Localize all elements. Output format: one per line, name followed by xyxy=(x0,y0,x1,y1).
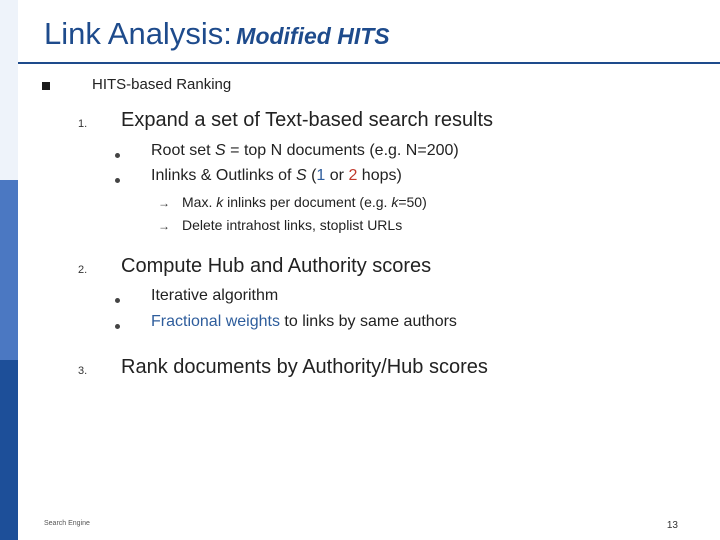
arrow-icon: → xyxy=(158,196,170,210)
item-number: 2. xyxy=(78,264,88,276)
item-number: 1. xyxy=(78,118,88,130)
square-bullet-icon xyxy=(42,82,50,90)
title-underline xyxy=(18,62,720,64)
text-segment: Max. xyxy=(182,194,217,210)
text-segment: to links by same authors xyxy=(279,313,457,330)
item-number: 3. xyxy=(78,365,88,377)
text-segment: Root set xyxy=(151,142,216,159)
sub-bullet-iterative: Iterative algorithm xyxy=(151,287,279,304)
title-italic: Modified HITS xyxy=(236,23,390,49)
footer-label: Search Engine xyxy=(44,520,90,527)
page-number: 13 xyxy=(666,520,678,531)
round-bullet-icon xyxy=(115,324,120,329)
text-segment: k xyxy=(391,194,399,210)
round-bullet-icon xyxy=(115,178,120,183)
text-segment: =50) xyxy=(398,194,427,210)
title-main: Link Analysis: xyxy=(44,16,232,51)
sub-bullet-root-set xyxy=(151,142,459,160)
arrow-icon: → xyxy=(158,219,170,233)
round-bullet-icon xyxy=(115,153,120,158)
text-segment: hops) xyxy=(357,167,402,184)
text-segment: k xyxy=(216,194,224,210)
page-title xyxy=(44,16,390,52)
sub-bullet-inlinks xyxy=(151,167,402,185)
top-level-bullet: HITS-based Ranking xyxy=(92,76,232,93)
item-heading: Compute Hub and Authority scores xyxy=(121,255,432,277)
sub-bullet-fractional xyxy=(151,313,457,331)
item-heading: Rank documents by Authority/Hub scores xyxy=(121,356,488,378)
text-segment: inlinks per document (e.g. xyxy=(223,194,392,210)
subsub-bullet-max-k xyxy=(182,194,427,210)
text-segment: S xyxy=(295,167,307,184)
text-segment: S xyxy=(215,142,226,159)
sidebar-band-mid xyxy=(0,180,18,360)
text-segment: 2 xyxy=(348,167,358,184)
text-segment: Inlinks & Outlinks of xyxy=(151,167,296,184)
sidebar-band-dark xyxy=(0,360,18,540)
subsub-bullet-delete: Delete intrahost links, stoplist URLs xyxy=(182,217,403,233)
text-segment: ( xyxy=(306,167,317,184)
round-bullet-icon xyxy=(115,298,120,303)
text-segment: 1 xyxy=(316,167,326,184)
text-segment: Fractional weights xyxy=(151,313,280,330)
sidebar-band-light xyxy=(0,0,18,180)
text-segment: or xyxy=(325,167,349,184)
text-segment: = top N documents (e.g. N=200) xyxy=(225,142,459,159)
item-heading: Expand a set of Text-based search results xyxy=(121,109,494,131)
